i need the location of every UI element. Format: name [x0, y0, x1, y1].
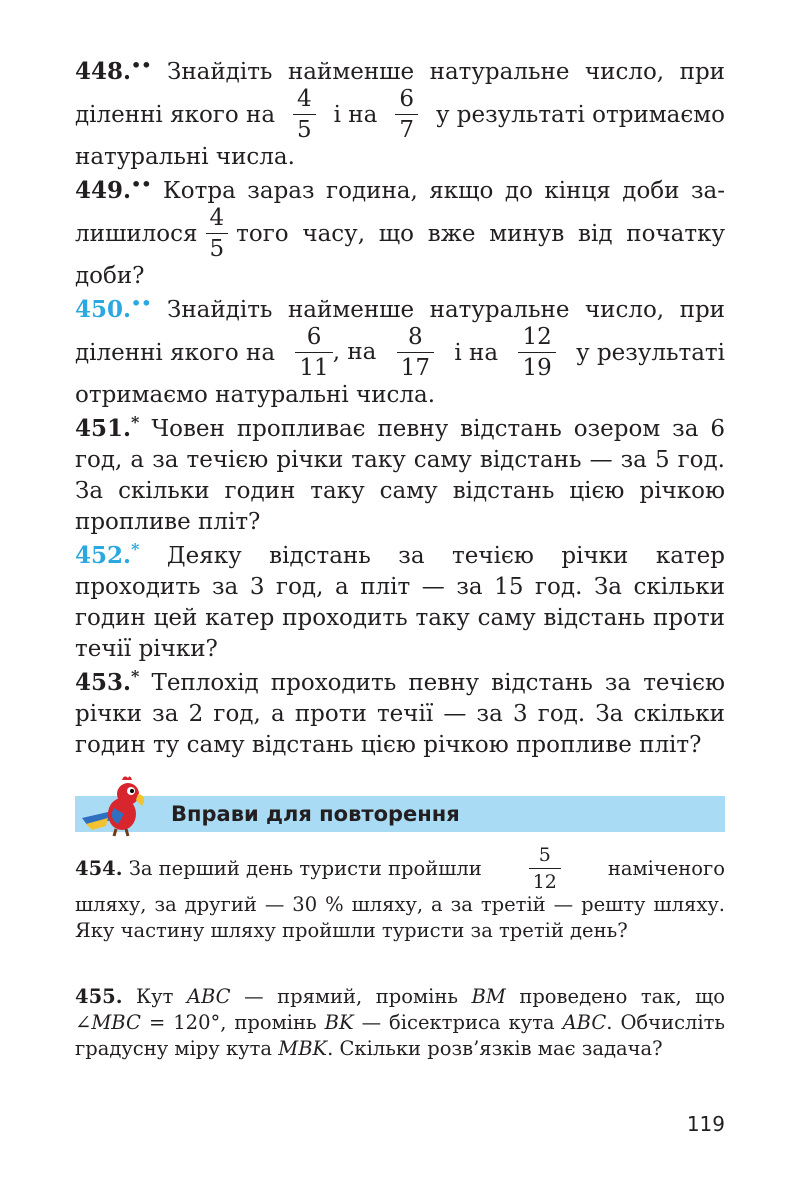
- exercise-page: [75, 50, 725, 763]
- problem-text: Котра зараз година, якщо до кінця доби за-: [163, 178, 726, 204]
- problem-text: отримаємо натуральні числа.: [75, 382, 436, 408]
- problem-text: у результаті: [576, 339, 725, 366]
- problem-text: проведено так, що ∠: [75, 985, 726, 1034]
- problem-text: Деяку відстань за течією річки катер проходить за 3 год, а пліт — за 15 год. За скільки годин цей катер проходить таку саму відстань проти течії річки?: [75, 543, 725, 662]
- problem-449: [75, 175, 725, 292]
- parrot-icon: [78, 774, 158, 838]
- ray-label: BM: [471, 985, 506, 1008]
- problem-452: [75, 540, 725, 665]
- difficulty-mark: ••: [131, 55, 152, 75]
- problem-text: діленні якого на: [75, 339, 276, 366]
- problem-text: доби?: [75, 263, 145, 289]
- angle-label: MBK: [278, 1037, 328, 1060]
- difficulty-mark: ••: [131, 174, 152, 194]
- problem-text: діленні якого на: [75, 101, 276, 128]
- problem-text: Теплохід проходить певну відстань за течією річки за 2 год, а проти течії — за 3 год. За скільки годин ту саму відстань цією річкою пропливе пліт?: [75, 670, 725, 758]
- problem-448: [75, 56, 725, 173]
- page-number: 119: [686, 1112, 725, 1136]
- fraction: $\frac{8}{17}$: [397, 326, 434, 380]
- fraction: $\frac{4}{5}$: [293, 88, 316, 142]
- problem-text: = 120°, промінь: [148, 1011, 317, 1034]
- fraction: $\frac{5}{12}$: [529, 846, 561, 892]
- problem-text: , на: [332, 339, 377, 365]
- problem-text: наміченого: [607, 857, 725, 880]
- problem-number: 454.: [75, 857, 123, 880]
- problem-number: 451.: [75, 415, 132, 442]
- problem-text: За перший день туристи пройшли: [128, 857, 482, 880]
- problem-text: Кут: [136, 985, 174, 1008]
- section-title: Вправи для повторення: [171, 802, 460, 826]
- fraction: $\frac{6}{11}$: [295, 326, 332, 380]
- difficulty-mark: ••: [131, 293, 152, 313]
- section-banner: [75, 796, 725, 832]
- problem-number: 452.: [75, 542, 132, 569]
- difficulty-mark: *: [131, 666, 140, 686]
- problem-455: [75, 984, 725, 1062]
- problem-450: [75, 294, 725, 411]
- problem-text: у результаті отримаємо: [435, 101, 725, 128]
- ray-label: BK: [324, 1011, 354, 1034]
- problem-text: Знайдіть найменше натуральне число, при: [166, 297, 725, 323]
- problem-number: 450.: [75, 296, 132, 323]
- problem-text: . Обчисліть градусну міру кута: [75, 1011, 726, 1060]
- problem-text: і на: [333, 101, 378, 128]
- problem-number: 453.: [75, 669, 132, 696]
- problem-text: — бісектриса кута: [361, 1011, 555, 1034]
- problem-number: 455.: [75, 985, 123, 1008]
- angle-label: MBC: [91, 1011, 141, 1034]
- problem-454: [75, 846, 725, 944]
- angle-label: ABC: [186, 985, 231, 1008]
- fraction: $\frac{6}{7}$: [395, 88, 418, 142]
- difficulty-mark: *: [131, 412, 140, 432]
- problem-text: Човен пропливає певну відстань озером за 6 год, а за течією річки таку саму відстань — за 5 год. За скільки годин таку саму відстань цією річкою пропливе пліт?: [75, 416, 725, 535]
- problem-text: натуральні числа.: [75, 144, 295, 170]
- difficulty-mark: *: [131, 539, 140, 559]
- problem-number: 449.: [75, 177, 132, 204]
- problem-text: Знайдіть найменше натуральне число, при: [166, 59, 725, 85]
- fraction: $\frac{12}{19}$: [518, 326, 555, 380]
- fraction: $\frac{4}{5}$: [206, 207, 229, 261]
- problem-451: [75, 413, 725, 538]
- problem-text: і на: [454, 339, 499, 366]
- problem-text: того часу, що вже минув від початку: [236, 220, 725, 247]
- problem-453: [75, 667, 725, 761]
- problem-text: — прямий, промінь: [244, 985, 458, 1008]
- angle-label: ABC: [562, 1011, 607, 1034]
- problem-text: шляху, за другий — 30 % шляху, а за третій — решту шляху. Яку частину шляху пройшли туристи за третій день?: [75, 893, 725, 942]
- problem-text: . Скільки розв’язків має задача?: [327, 1037, 663, 1060]
- problem-text: лишилося: [75, 220, 198, 247]
- problem-number: 448.: [75, 58, 132, 85]
